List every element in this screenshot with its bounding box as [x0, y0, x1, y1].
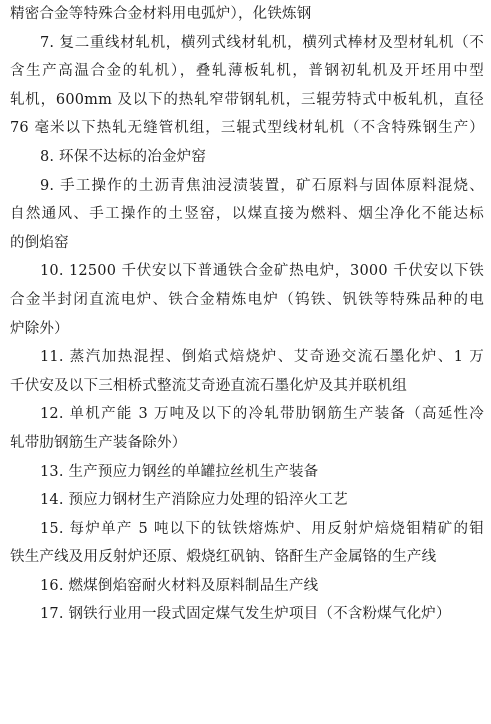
text-line: 铁生产线及用反射炉还原、煅烧红矾钠、铬酐生产金属铬的生产线	[10, 549, 437, 566]
list-item-12: 12. 单机产能 3 万吨及以下的冷轧带肋钢筋生产装备（高延性冷	[40, 406, 484, 423]
text-line: 76 毫米以下热轧无缝管机组，三辊式型线材轧机（不含特殊钢生产）	[10, 120, 484, 137]
list-item-11: 11. 蒸汽加热混捏、倒焰式焙烧炉、艾奇逊交流石墨化炉、1 万	[40, 349, 484, 366]
text-line: 炉除外）	[10, 320, 69, 337]
list-item-8: 8. 环保不达标的冶金炉窑	[40, 148, 207, 165]
document-body	[10, 0, 484, 629]
text-line: 千伏安及以下三相桥式整流艾奇逊直流石墨化炉及其并联机组	[10, 377, 407, 394]
list-item-17: 17. 钢铁行业用一段式固定煤气发生炉项目（不含粉煤气化炉）	[40, 606, 451, 623]
text-line: 含生产高温合金的轧机），叠轧薄板轧机，普钢初轧机及开坯用中型	[10, 63, 484, 80]
text-line: 精密合金等特殊合金材料用电弧炉），化铁炼钢	[10, 6, 312, 22]
list-item-13: 13. 生产预应力钢丝的单罐拉丝机生产装备	[40, 463, 319, 480]
list-item-7: 7. 复二重线材轧机，横列式线材轧机，横列式棒材及型材轧机（不	[40, 34, 484, 51]
text-line: 自然通风、手工操作的土竖窑，以煤直接为燃料、烟尘净化不能达标	[10, 206, 484, 223]
text-line: 轧机，600mm 及以下的热轧窄带钢轧机，三辊劳特式中板轧机，直径	[10, 91, 484, 108]
list-item-14: 14. 预应力钢材生产消除应力处理的铅淬火工艺	[40, 492, 348, 509]
list-item-9: 9. 手工操作的土沥青焦油浸渍装置，矿石原料与固体原料混烧、	[40, 177, 484, 194]
text-line: 的倒焰窑	[10, 234, 69, 251]
text-line: 合金半封闭直流电炉、铁合金精炼电炉（钨铁、钒铁等特殊品种的电	[10, 291, 484, 308]
text-line: 轧带肋钢筋生产装备除外）	[10, 434, 187, 451]
list-item-15: 15. 每炉单产 5 吨以下的钛铁熔炼炉、用反射炉焙烧钼精矿的钼	[40, 520, 484, 537]
list-item-10: 10. 12500 千伏安以下普通铁合金矿热电炉，3000 千伏安以下铁	[40, 263, 484, 280]
list-item-16: 16. 燃煤倒焰窑耐火材料及原料制品生产线	[40, 577, 319, 594]
